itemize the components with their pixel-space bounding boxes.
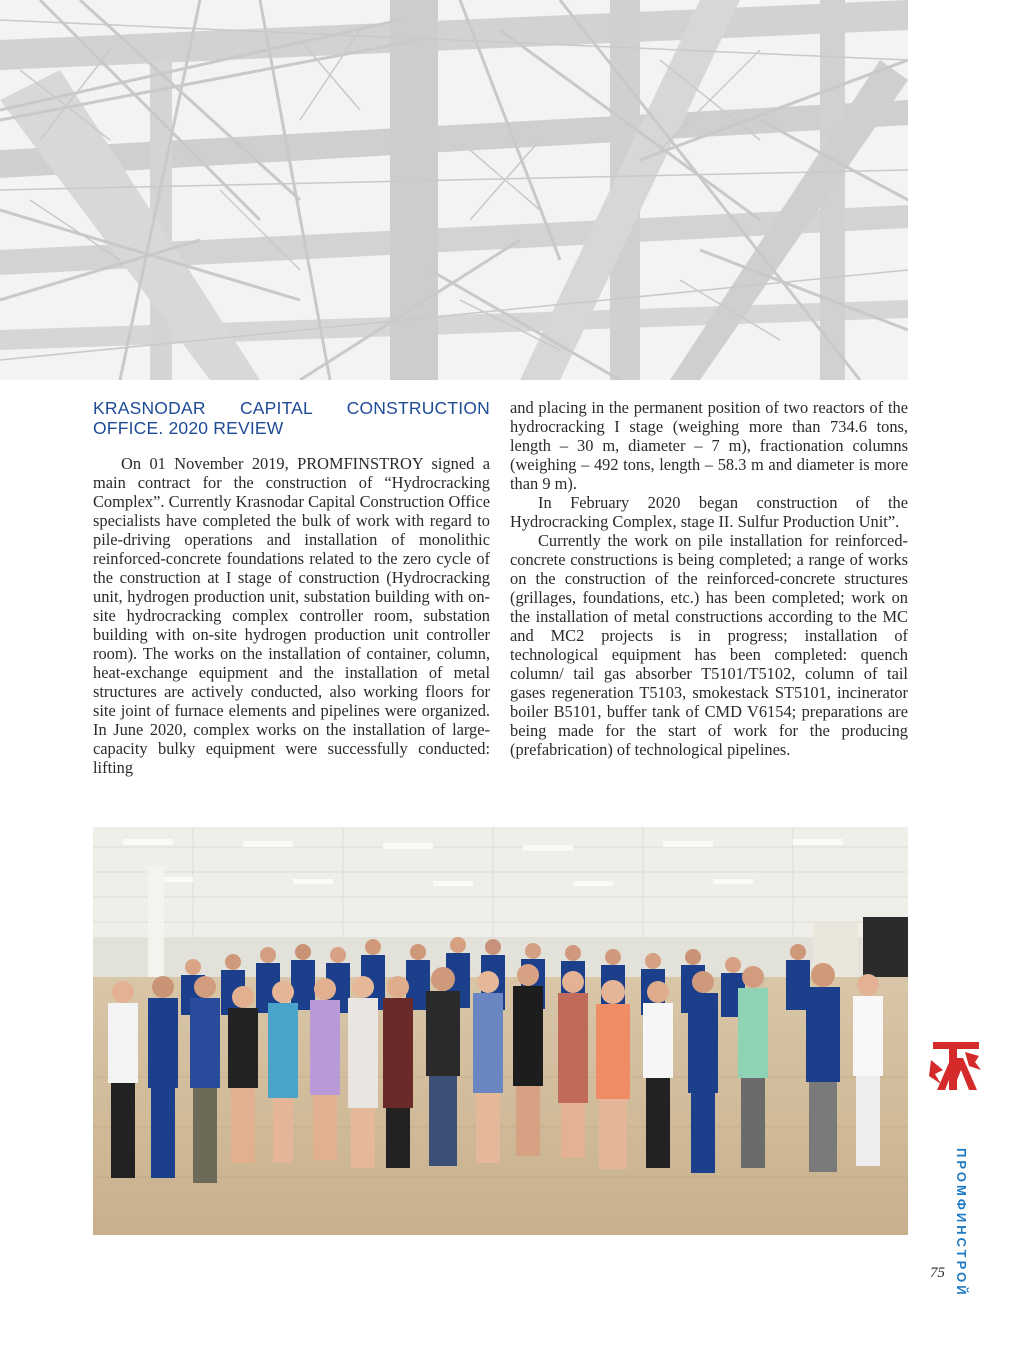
brand-block	[925, 1040, 987, 1298]
article-right-column	[510, 398, 908, 759]
article-paragraph-3: Currently the work on pile installation for reinforced-concrete constructions is being completed; a range of works on the construction of the reinforced-concrete structures (grillages, foundations, etc.) has been completed; work on the installation of metal constructions according to the MC and MC2 projects is in progress; installation of technological equipment has been completed: quench column/ tail gas absorber T5101/T5102, column of tail gases regeneration T5103, smokestack ST5101, incinerator boiler B5101, buffer tank of CMD V6154; preparations are being made for the start of work for the producing (prefabrication) of technological pipelines.	[510, 531, 908, 759]
article-heading: KRASNODAR CAPITAL CONSTRUCTION OFFICE. 2020 REVIEW	[93, 398, 490, 438]
article-paragraph-2: In February 2020 began construction of the Hydrocracking Complex, stage II. Sulfur Production Unit”.	[510, 493, 908, 531]
brand-vertical-name: ПРОМФИНСТРОЙ	[954, 1148, 969, 1298]
page-number: 75	[930, 1265, 945, 1281]
article-paragraph-1: On 01 November 2019, PROMFINSTROY signed a main contract for the construction of “Hydrocracking Complex”. Currently Krasnodar Capital Construction Office specialists have completed the bulk of work with regard to pile-driving operations and installation of monolithic reinforced-concrete foundations related to the zero cycle of the construction at I stage of construction (Hydrocracking unit, hydrogen production unit, substation building with on-site hydrocracking complex controller room, substation building with on-site hydrogen production unit controller room). The works on the installation of container, column, heat-exchange equipment and the installation of metal structures are actively conducted, also working floors for site joint of furnace elements and pipelines were organized. In June 2020, complex works on the installation of large-capacity bulky equipment were successfully conducted: lifting	[93, 454, 490, 777]
article-left-column	[93, 398, 490, 777]
article-paragraph-1-continued: and placing in the permanent position of two reactors of the hydrocracking I stage (weighing more than 734.6 tons, length – 30 m, diameter – 7 m), fractionation columns (weighing – 492 tons, length – 58.3 m and diameter is more than 9 m).	[510, 398, 908, 493]
promfinstroy-logo-icon	[929, 1040, 983, 1092]
team-group-photo	[93, 827, 908, 1235]
hero-steel-structure-image	[0, 0, 908, 380]
